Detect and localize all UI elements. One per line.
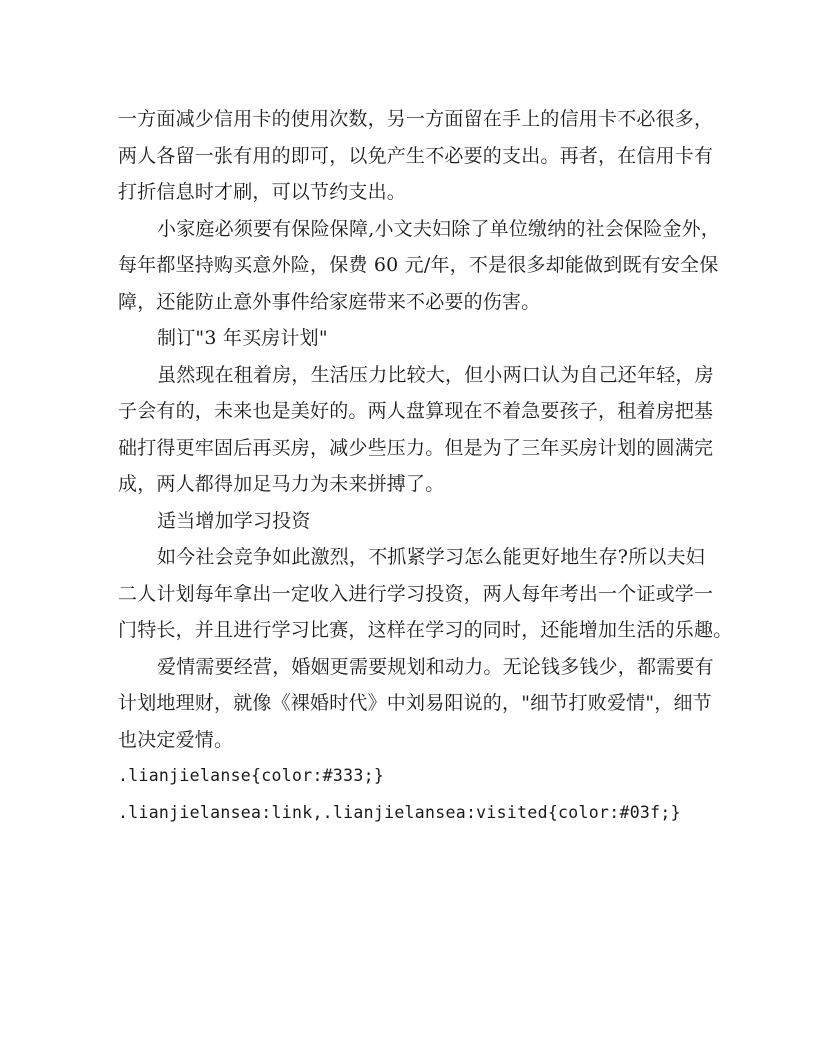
paragraph-line: 障，还能防止意外事件给家庭带来不必要的伤害。 [118,290,541,313]
paragraph-line: 爱情需要经营，婚姻更需要规划和动力。无论钱多钱少，都需要有 [157,655,714,678]
paragraph-line: 础打得更牢固后再买房，减少些压力。但是为了三年买房计划的圆满完 [118,436,714,459]
paragraph-line: 计划地理财，就像《裸婚时代》中刘易阳说的，"细节打败爱情"，细节 [118,692,712,714]
section-heading: 制订"3 年买房计划" [157,327,328,349]
paragraph-line: 一方面减少信用卡的使用次数，另一方面留在手上的信用卡不必很多， [118,108,714,130]
paragraph-line: 小家庭必须要有保险保障,小文夫妇除了单位缴纳的社会保险金外， [157,217,721,240]
paragraph-line: 两人各留一张有用的即可，以免产生不必要的支出。再者，在信用卡有 [118,144,714,167]
paragraph-line: 二人计划每年拿出一定收入进行学习投资，两人每年考出一个证或学一 [118,582,714,605]
document-body [118,101,733,831]
paragraph-line: 虽然现在租着房，生活压力比较大，但小两口认为自己还年轻，房 [157,363,714,386]
css-code-line: .lianjielanse{color:#333;} [118,766,385,785]
paragraph-line: 子会有的，未来也是美好的。两人盘算现在不着急要孩子，租着房把基 [118,400,714,422]
paragraph-line: 门特长，并且进行学习比赛，这样在学习的同时，还能增加生活的乐趣。 [118,619,733,641]
paragraph-line: 成，两人都得加足马力为未来拼搏了。 [118,473,445,495]
section-heading: 适当增加学习投资 [157,509,311,532]
paragraph-line: 每年都坚持购买意外险，保费 60 元/年，不是很多却能做到既有安全保 [118,254,719,276]
paragraph-line: 如今社会竞争如此激烈，不抓紧学习怎么能更好地生存?所以夫妇 [157,546,705,568]
paragraph-line: 也决定爱情。 [118,728,234,751]
paragraph-line: 打折信息时才刷，可以节约支出。 [118,181,407,203]
css-code-line: .lianjielansea:link,.lianjielansea:visited{color:#03f;} [118,802,681,822]
